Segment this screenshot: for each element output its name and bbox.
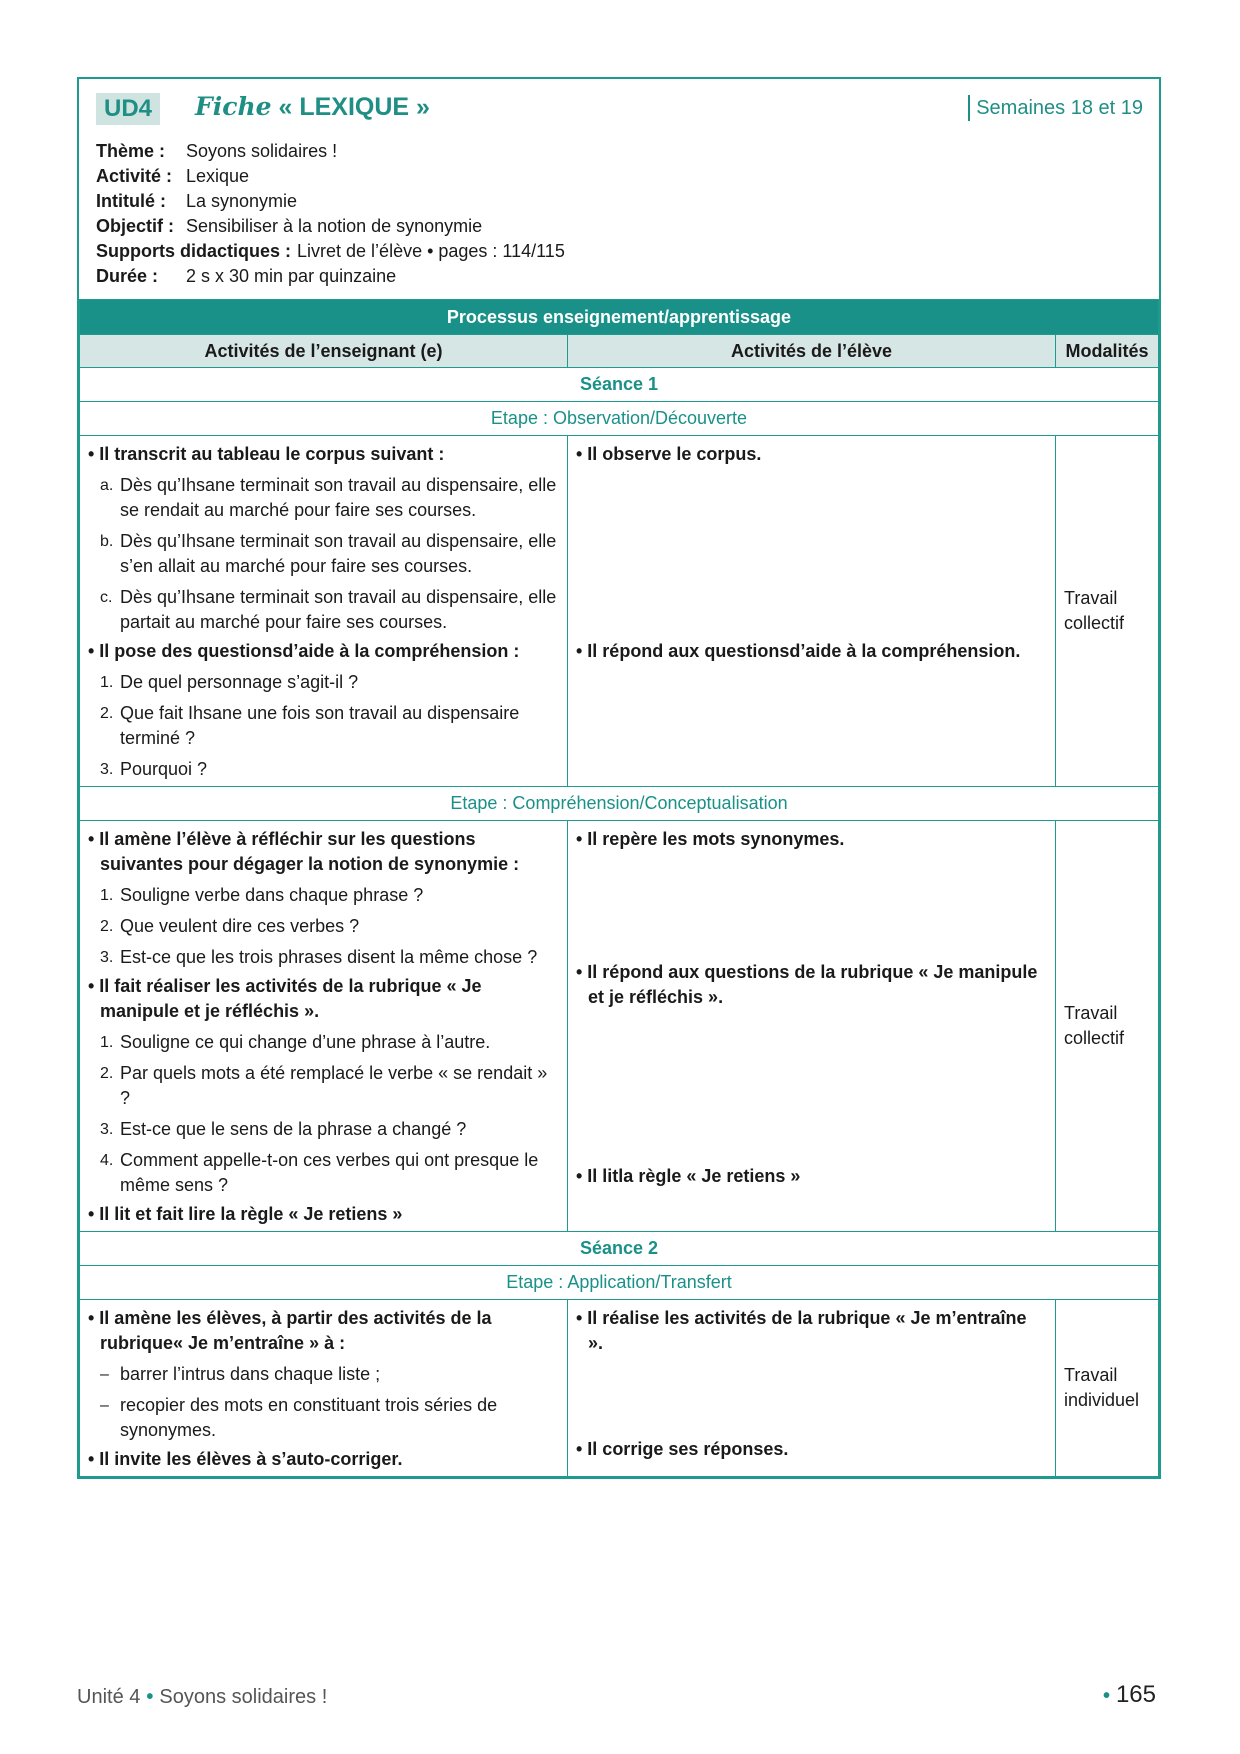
meta-value: La synonymie <box>186 191 298 211</box>
meta-label: Thème : <box>96 141 166 161</box>
footer-unit-title: Soyons solidaires ! <box>159 1686 328 1708</box>
etape-application: Etape : Application/Transfert <box>80 1266 1159 1300</box>
meta-value: Lexique <box>186 166 250 186</box>
lesson-sheet <box>77 77 1161 1479</box>
teacher-cell-3 <box>80 1300 568 1477</box>
teacher-cell-1 <box>80 436 568 787</box>
list-item: 2. Que fait Ihsane une fois son travail au dispensaire terminé ? <box>100 703 520 748</box>
meta-label: Intitulé : <box>96 191 166 211</box>
process-table <box>79 299 1159 1477</box>
teacher-step: • Il invite les élèves à s’auto-corriger. <box>88 1449 403 1469</box>
col-mode: Modalités <box>1056 335 1159 368</box>
student-cell-3 <box>568 1300 1056 1477</box>
meta-row-supports <box>96 239 565 264</box>
student-step: • Il repère les mots synonymes. <box>576 829 845 849</box>
unit-badge: UD4 <box>96 93 160 125</box>
list-item: c. Dès qu’Ihsane terminait son travail au dispensaire, elle partait au marché pour faire ses courses. <box>100 587 557 632</box>
meta-value: 2 s x 30 min par quinzaine <box>186 266 397 286</box>
list-item: 3. Est-ce que le sens de la phrase a changé ? <box>100 1119 467 1139</box>
fiche-title <box>195 91 430 123</box>
teacher-cell-2 <box>80 821 568 1232</box>
col-student: Activités de l’élève <box>568 335 1056 368</box>
sheet-header <box>79 79 1159 299</box>
meta-info <box>96 139 565 289</box>
meta-value: Sensibiliser à la notion de synonymie <box>186 216 483 236</box>
meta-value: Soyons solidaires ! <box>186 141 338 161</box>
etape-observation: Etape : Observation/Découverte <box>80 402 1159 436</box>
meta-label: Objectif : <box>96 216 175 236</box>
teacher-step: • Il transcrit au tableau le corpus suivant : <box>88 444 445 464</box>
student-cell-1 <box>568 436 1056 787</box>
student-step: • Il corrige ses réponses. <box>576 1439 789 1459</box>
meta-label: Durée : <box>96 266 159 286</box>
list-item: 4. Comment appelle-t-on ces verbes qui ont presque le même sens ? <box>100 1150 539 1195</box>
meta-value: Livret de l’élève • pages : 114/115 <box>297 241 565 261</box>
modality-3: Travail individuel <box>1056 1300 1159 1477</box>
list-item: 1. Souligne ce qui change d’une phrase à l’autre. <box>100 1032 491 1052</box>
seance-2: Séance 2 <box>80 1232 1159 1266</box>
teacher-step: • Il amène l’élève à réfléchir sur les questions suivantes pour dégager la notion de synonymie : <box>88 829 520 874</box>
list-item: – barrer l’intrus dans chaque liste ; <box>100 1364 381 1384</box>
student-step: • Il répond aux questions de la rubrique « Je manipule et je réfléchis ». <box>576 962 1038 1007</box>
list-item: 2. Par quels mots a été remplacé le verbe « se rendait » ? <box>100 1063 548 1108</box>
footer-unit-label: Unité 4 <box>77 1686 141 1708</box>
page-number: 165 <box>1115 1681 1156 1708</box>
teacher-step: • Il fait réaliser les activités de la rubrique « Je manipule et je réfléchis ». <box>88 976 482 1021</box>
student-step: • Il réalise les activités de la rubrique « Je m’entraîne ». <box>576 1308 1027 1353</box>
meta-label: Activité : <box>96 166 173 186</box>
student-step: • Il répond aux questionsd’aide à la compréhension. <box>576 641 1021 661</box>
meta-row-objective <box>96 214 565 239</box>
teacher-step: • Il lit et fait lire la règle « Je retiens » <box>88 1204 403 1224</box>
process-title: Processus enseignement/apprentissage <box>80 300 1159 335</box>
teacher-step: • Il amène les élèves, à partir des activités de la rubrique« Je m’entraîne » à : <box>88 1308 492 1353</box>
teacher-step: • Il pose des questionsd’aide à la compréhension : <box>88 641 520 661</box>
col-teacher: Activités de l’enseignant (e) <box>80 335 568 368</box>
list-item: 1. Souligne verbe dans chaque phrase ? <box>100 885 424 905</box>
student-step: • Il observe le corpus. <box>576 444 762 464</box>
list-item: a. Dès qu’Ihsane terminait son travail au dispensaire, elle se rendait au marché pour faire ses courses. <box>100 475 557 520</box>
meta-row-theme <box>96 139 565 164</box>
list-item: 3. Pourquoi ? <box>100 759 208 779</box>
fiche-name: « LEXIQUE » <box>278 93 430 121</box>
list-item: – recopier des mots en constituant trois séries de synonymes. <box>100 1395 498 1440</box>
meta-label: Supports didactiques : <box>96 241 292 261</box>
etape-comprehension: Etape : Compréhension/Conceptualisation <box>80 787 1159 821</box>
list-item: 3. Est-ce que les trois phrases disent la même chose ? <box>100 947 538 967</box>
student-step: • Il litla règle « Je retiens » <box>576 1166 801 1186</box>
seance-1: Séance 1 <box>80 368 1159 402</box>
list-item: b. Dès qu’Ihsane terminait son travail au dispensaire, elle s’en allait au marché pour faire ses courses. <box>100 531 557 576</box>
meta-row-duration <box>96 264 565 289</box>
weeks-label: Semaines 18 et 19 <box>968 95 1143 121</box>
list-item: 1. De quel personnage s’agit-il ? <box>100 672 359 692</box>
student-cell-2 <box>568 821 1056 1232</box>
meta-row-title <box>96 189 565 214</box>
meta-row-activity <box>96 164 565 189</box>
footer-page: • 165 <box>1102 1681 1156 1708</box>
modality-2: Travail collectif <box>1056 821 1159 1232</box>
fiche-prefix: Fiche <box>195 92 272 121</box>
modality-1: Travail collectif <box>1056 436 1159 787</box>
footer-unit: Unité 4 • Soyons solidaires ! <box>77 1686 328 1708</box>
list-item: 2. Que veulent dire ces verbes ? <box>100 916 360 936</box>
